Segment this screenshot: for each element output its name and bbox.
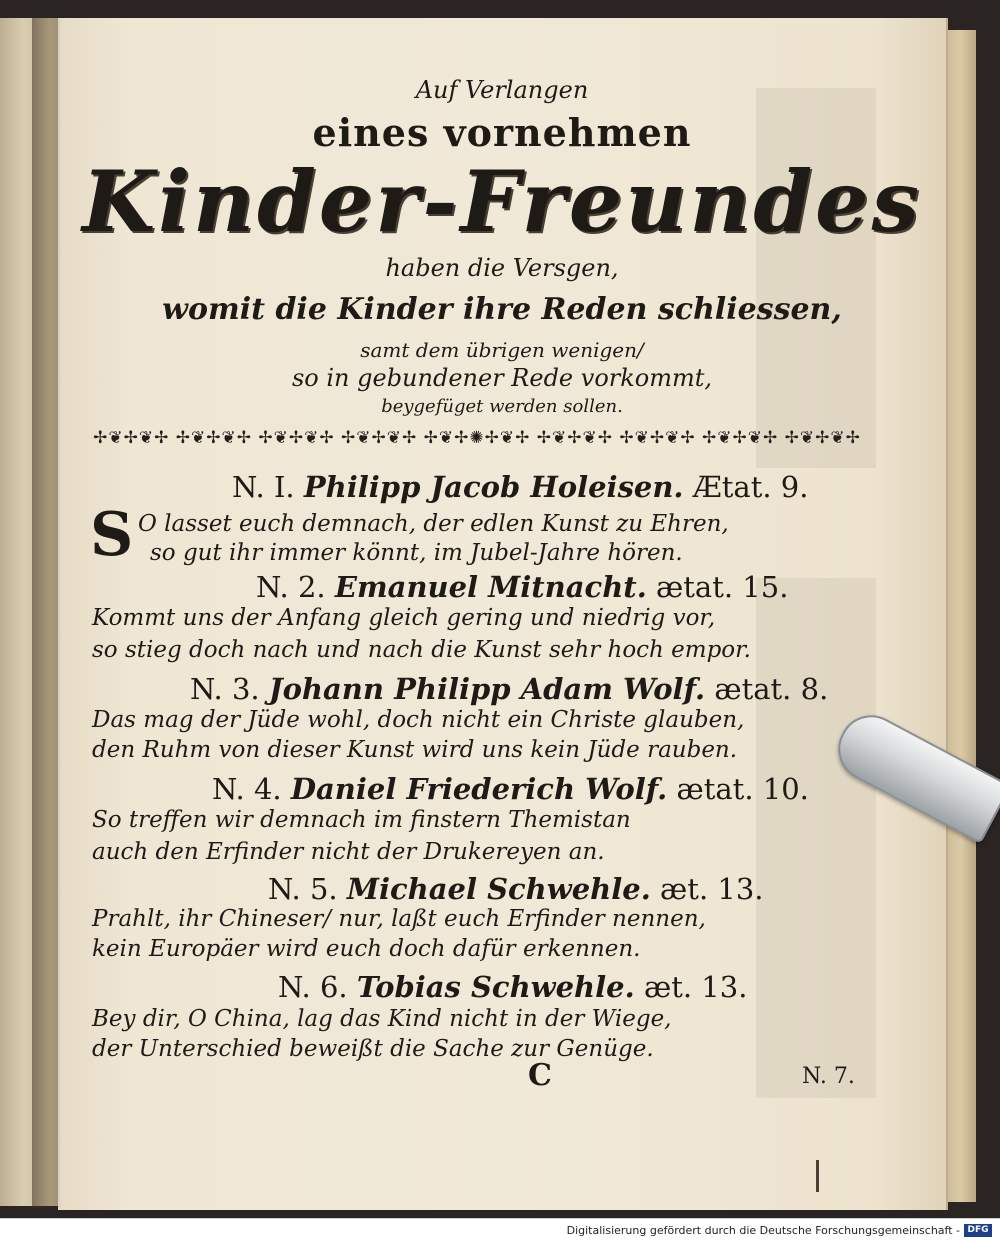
entry-number: N. 4. — [212, 772, 282, 806]
entry-heading — [278, 970, 747, 1004]
entry-age: Ætat. 9. — [692, 470, 809, 504]
entry-age: ætat. 8. — [714, 672, 829, 706]
entry-age: ætat. 10. — [676, 772, 809, 806]
signature-mark: C — [528, 1058, 552, 1093]
entry-heading — [212, 772, 809, 806]
entry-name: Philipp Jacob Holeisen. — [303, 470, 684, 504]
book-page-edges — [946, 30, 976, 1202]
entry-number: N. 2. — [256, 570, 326, 604]
title-line-1: Auf Verlangen — [415, 76, 589, 104]
entry-number: N. 6. — [278, 970, 348, 1004]
verse-line: auch den Erfinder nicht der Drukereyen an. — [92, 839, 605, 865]
verse-line: den Ruhm von dieser Kunst wird uns kein Jüde rauben. — [92, 737, 738, 763]
ornamental-divider: ✢❦✢❦✢ ✢❦✢❦✢ ✢❦✢❦✢ ✢❦✢❦✢ ✢❦✢✺✢❦✢ ✢❦✢❦✢ ✢❦✢❦✢ ✢❦✢❦✢ ✢❦✢❦✢ — [93, 428, 861, 448]
entry-name: Emanuel Mitnacht. — [334, 570, 647, 604]
verse-line: Bey dir, O China, lag das Kind nicht in der Wiege, — [92, 1006, 672, 1032]
entry-number: N. I. — [232, 470, 295, 504]
entry-name: Johann Philipp Adam Wolf. — [268, 672, 706, 706]
entry-name: Daniel Friederich Wolf. — [290, 772, 668, 806]
verse-line: O lasset euch demnach, der edlen Kunst zu Ehren, — [138, 511, 729, 537]
funding-notice: Digitalisierung gefördert durch die Deutsche Forschungsgemeinschaft - — [566, 1224, 960, 1237]
entry-heading — [190, 672, 828, 706]
title-line-6: samt dem übrigen wenigen/ — [360, 338, 644, 362]
title-line-2: eines vornehmen — [312, 110, 692, 155]
entry-age: æt. 13. — [643, 970, 748, 1004]
entry-number: N. 3. — [190, 672, 260, 706]
show-through-text — [756, 578, 876, 1098]
entry-age: ætat. 15. — [656, 570, 789, 604]
ink-mark — [816, 1160, 819, 1192]
verse-line: Kommt uns der Anfang gleich gering und niedrig vor, — [92, 605, 716, 631]
title-line-7: so in gebundener Rede vorkommt, — [291, 364, 713, 392]
verse-line: so gut ihr immer könnt, im Jubel-Jahre hören. — [150, 540, 683, 566]
catchword: N. 7. — [802, 1064, 855, 1089]
drop-cap: S — [90, 500, 134, 570]
verse-line: Prahlt, ihr Chineser/ nur, laßt euch Erfinder nennen, — [92, 906, 706, 932]
title-line-4: haben die Versgen, — [385, 254, 619, 282]
title-main: Kinder-Freundes — [82, 152, 922, 251]
dfg-logo: DFG — [964, 1224, 992, 1237]
verse-line: der Unterschied beweißt die Sache zur Genüge. — [92, 1036, 654, 1062]
entry-heading — [268, 872, 764, 906]
verse-line: Das mag der Jüde wohl, doch nicht ein Christe glauben, — [92, 707, 745, 733]
verse-line: so stieg doch nach und nach die Kunst sehr hoch empor. — [92, 637, 751, 663]
verse-line: So treffen wir demnach im finstern Themistan — [92, 807, 631, 833]
entry-heading — [256, 570, 788, 604]
entry-age: æt. 13. — [660, 872, 764, 906]
title-line-8: beygefüget werden sollen. — [381, 396, 623, 417]
verse-line: kein Europäer wird euch doch dafür erkennen. — [92, 936, 641, 962]
footer-bar — [0, 1218, 1000, 1243]
entry-number: N. 5. — [268, 872, 338, 906]
title-line-5: womit die Kinder ihre Reden schliessen, — [162, 292, 842, 327]
entry-name: Michael Schwehle. — [346, 872, 651, 906]
entry-heading — [232, 470, 808, 504]
entry-name: Tobias Schwehle. — [356, 970, 635, 1004]
